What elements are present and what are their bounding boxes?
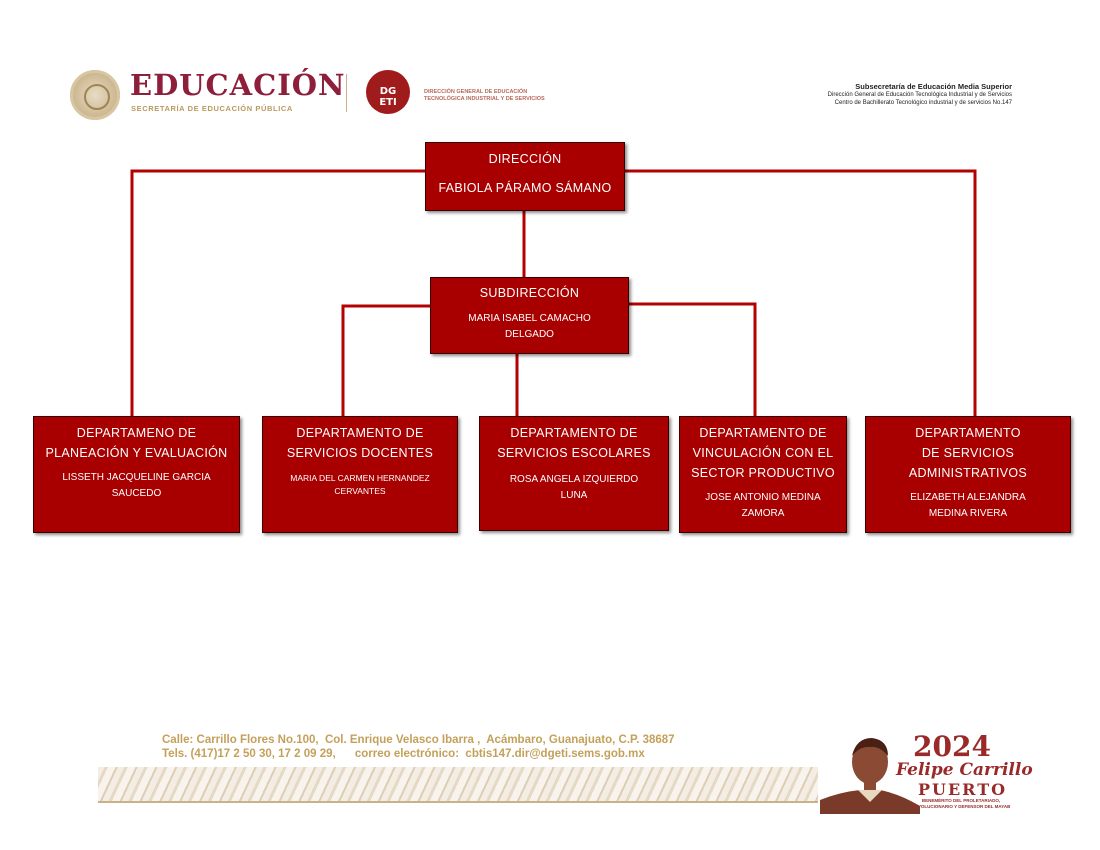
node-subdireccion-name: MARIA ISABEL CAMACHO DELGADO xyxy=(468,313,591,340)
header-direccion-general: Dirección General de Educación Tecnológica Industrial y de Servicios xyxy=(827,92,1012,98)
connector-subdireccion-vinculacion xyxy=(628,304,755,417)
footer-address: Calle: Carrillo Flores No.100, Col. Enrique Velasco Ibarra , Acámbaro, Guanajuato, C.P. 38687 xyxy=(162,734,675,746)
node-docentes-title: DEPARTAMENTO DE SERVICIOS DOCENTES xyxy=(286,426,434,460)
node-subdireccion-title: SUBDIRECCIÓN xyxy=(479,286,580,300)
node-administrativos-name: ELIZABETH ALEJANDRA MEDINA RIVERA xyxy=(910,492,1026,519)
node-vinculacion xyxy=(679,416,847,533)
node-vinculacion-title: DEPARTAMENTO DE VINCULACIÓN CON EL SECTOR PRODUCTIVO xyxy=(691,426,835,480)
footer-honoree-caption: BENEMÉRITO DEL PROLETARIADO, REVOLUCIONARIO Y DEFENSOR DEL MAYAB xyxy=(911,798,1011,809)
node-direccion xyxy=(425,142,625,211)
node-servicios-administrativos xyxy=(865,416,1071,533)
connector-direccion-administrativos xyxy=(625,171,975,417)
footer-contact: Tels. (417)17 2 50 30, 17 2 09 29, correo electrónico: cbtis147.dir@dgeti.sems.gob.mx xyxy=(162,748,645,760)
logo-subtitle: SECRETARÍA DE EDUCACIÓN PÚBLICA xyxy=(131,104,293,113)
node-servicios-docentes xyxy=(262,416,458,533)
node-escolares-title: DEPARTAMENTO DE SERVICIOS ESCOLARES xyxy=(497,426,651,460)
node-vinculacion-name: JOSE ANTONIO MEDINA ZAMORA xyxy=(705,492,821,519)
header-subsecretaria: Subsecretaría de Educación Media Superior xyxy=(855,82,1012,91)
header-centro: Centro de Bachillerato Tecnológico industrial y de servicios No.147 xyxy=(834,100,1012,106)
node-planeacion-title: DEPARTAMENO DE PLANEACIÓN Y EVALUACIÓN xyxy=(45,426,228,460)
dgeti-line-2: TECNOLÓGICA INDUSTRIAL Y DE SERVICIOS xyxy=(424,96,545,102)
node-direccion-name: FABIOLA PÁRAMO SÁMANO xyxy=(438,181,612,195)
node-administrativos-title: DEPARTAMENTO DE SERVICIOS ADMINISTRATIVOS xyxy=(908,426,1028,480)
node-planeacion-name: LISSETH JACQUELINE GARCIA SAUCEDO xyxy=(62,472,211,499)
footer-honoree-line-2: PUERTO xyxy=(918,780,1008,799)
dgeti-logo-text: DG ETI xyxy=(379,86,397,108)
node-subdireccion xyxy=(430,277,629,354)
decorative-band-edge xyxy=(98,801,818,803)
footer-honoree-line-1: Felipe Carrillo xyxy=(896,760,1033,780)
dgeti-line-1: DIRECCIÓN GENERAL DE EDUCACIÓN xyxy=(424,89,528,95)
node-docentes-name: MARIA DEL CARMEN HERNANDEZ CERVANTES xyxy=(290,473,430,496)
decorative-band xyxy=(98,767,818,803)
footer-year: 2024 xyxy=(913,730,991,763)
connector-subdireccion-docentes xyxy=(343,306,430,417)
connector-direccion-planeacion xyxy=(132,171,425,417)
node-escolares-name: ROSA ANGELA IZQUIERDO LUNA xyxy=(509,474,639,501)
node-servicios-escolares xyxy=(479,416,669,531)
logo-title: EDUCACIÓN xyxy=(130,68,346,102)
node-direccion-title: DIRECCIÓN xyxy=(488,152,562,166)
node-planeacion-evaluacion xyxy=(33,416,240,533)
